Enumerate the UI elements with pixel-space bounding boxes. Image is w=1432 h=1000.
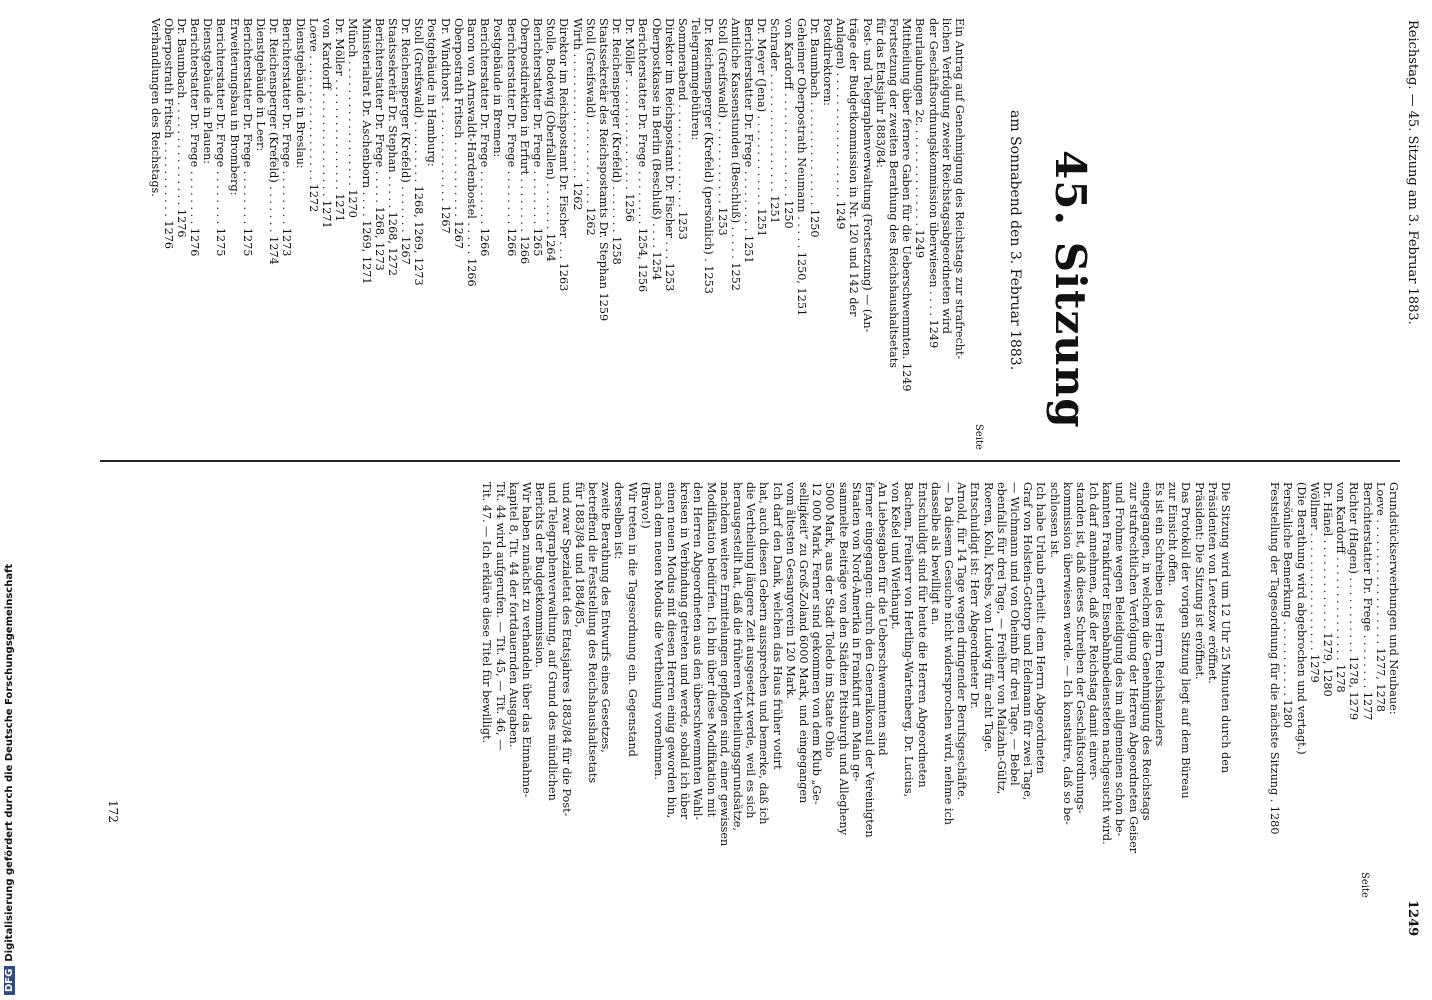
toc-left-line: lichen Verfolgung zweier Reichstagsabgeordneten wird <box>939 18 953 334</box>
sheet-number-text: 172 <box>106 800 120 823</box>
toc-right-line: Richter (Hagen) . . . . . . . . . . . 1278, 1279 <box>1347 482 1361 721</box>
body-line: vom ältesten Gesangverein 120 Mark. <box>783 482 797 700</box>
body-line: An Liebesgaben für die Ueberschwemmten sind <box>876 482 890 756</box>
toc-left-line: Oberpostrath Fritsch . . . . . . . . . . . 1276 <box>161 18 175 250</box>
body-line: hat, auch diesen Gebern aussprechen und bemerke, daß ich <box>757 482 771 825</box>
body-line: Berichts der Budgetkommission. <box>533 482 547 668</box>
toc-left-line: Dr. Meyer (Jena) . . . . . . . . . . . . . 1251 <box>755 18 769 237</box>
toc-right-line: Persönliche Bemerkung . . . . . . . . . . . 1280 <box>1281 482 1295 729</box>
body-line: Ich darf den Dank, welchen das Haus früher votirt <box>770 482 784 770</box>
body-line: sammelte Beiträge von den Städten Pittsburgh und Allegheny <box>836 482 850 835</box>
toc-left-line: Dr. Windthorst . . . . . . . . . . . . . . 1267 <box>438 18 452 234</box>
toc-left-line: Berichterstatter Dr. Frege . . . . . . . . 1265 <box>531 18 544 257</box>
toc-left-line: Telegrammgebühren: <box>689 18 703 141</box>
session-date <box>1006 110 1024 370</box>
body-line: nach dem neuen Modus die Vertheilung vornehmen. <box>651 482 665 780</box>
toc-left-line: Postgebäude in Bremen: <box>491 18 505 158</box>
body-line: derselben ist: <box>612 482 626 560</box>
toc-left-line: für das Etatsjahr 1883/84: <box>873 18 887 168</box>
toc-left-line: Beurlaubungen 2c. . . . . . . . . . . . . . . 1249 <box>913 18 927 259</box>
body-line: Roeren, Kohl, Krebs, von Ludwig für acht Tage. <box>981 482 995 753</box>
toc-left-line: Direktor im Reichspostamt Dr. Fischer . . . 1263 <box>557 18 571 292</box>
toc-left-line: Amtliche Kassenstunden (Beschluß) . . . . . 1252 <box>728 18 742 291</box>
body-line: für 1883/84 und 1884/85, <box>572 482 586 628</box>
body-line: Ich darf annehmen, daß der Reichstag damit einver- <box>1087 482 1101 781</box>
body-line: 12 000 Mark. Ferner sind gekommen von dem Klub „Ge- <box>810 482 824 805</box>
toc-left <box>148 18 966 458</box>
toc-right-line: (Die Berathung wird abgebrochen und vertagt.) <box>1294 482 1308 755</box>
seite-label-left-text: Seite <box>973 424 984 450</box>
toc-right <box>1268 482 1400 922</box>
toc-right-line: Berichterstatter Dr. Frege . . . . . . . . 1277 <box>1360 482 1374 721</box>
body-line: kapitel 8, Tit. 44 der fortdauernden Ausgaben. <box>506 482 520 748</box>
toc-left-line: Berichterstatter Dr. Frege . . . . . . . . . 1251 <box>742 18 755 264</box>
toc-right-line: Wöllmer . . . . . . . . . . . . . . . . . 1279 <box>1307 482 1321 683</box>
toc-left-line: Stoll (Greifswald) . . . . . . . . . 1268, 1269, 1273 <box>412 18 426 286</box>
body-line: Präsidenten von Levetzow eröffnet. <box>1205 482 1219 684</box>
toc-left-line: Geheimer Oberpostrath Neumann . . . . . 1250, 1251 <box>794 18 808 317</box>
toc-left-line: Erweiterungsbau in Bromberg: <box>227 18 241 196</box>
toc-left-line: Dr. Baumbach . . . . . . . . . . . . . . . 1250 <box>807 18 821 238</box>
toc-left-line: der Geschäftsordnungskommission überwiesen . . . . 1249 <box>926 18 940 349</box>
toc-left-line: Münch . . . . . . . . . . . . . . . . . . 1270 <box>346 18 360 218</box>
body-line: 5000 Mark, aus der Stadt Toledo im Staate Ohio <box>823 482 837 758</box>
toc-left-line: von Kardorff . . . . . . . . . . . . . . . 1250 <box>781 18 795 229</box>
toc-left-line: Sommerabend . . . . . . . . . . . . . . . 1253 <box>676 18 690 240</box>
digitization-credit <box>4 564 15 995</box>
toc-left-line: Oberpostrath Fritsch . . . . . . . . . . . 1267 <box>451 18 465 250</box>
body-line: kommission überwiesen werde. — Ich konstatire, daß so be- <box>1060 482 1074 825</box>
page-number-text: 1249 <box>1405 900 1420 937</box>
body-line: (Bravo!) <box>638 482 652 529</box>
body-line: Tit. 47. — Ich erkläre diese Titel für bewilligt. <box>480 482 494 744</box>
sheet-number <box>106 800 120 823</box>
toc-left-line: Fortsetzung der zweiten Berathung des Reichshaushaltsetats <box>887 18 901 368</box>
body-line: Entschuldigt ist: Herr Abgeordneter Dr. <box>968 482 982 709</box>
body-line: Präsident: Die Sitzung ist eröffnet. <box>1192 482 1206 680</box>
toc-left-line: Berichterstatter Dr. Frege . . . . . . . . 1254, 1256 <box>636 18 650 293</box>
toc-left-line: Postdirektoren: <box>821 18 835 106</box>
body-line: standen ist, daß dieses Schreiben der Geschäftsordnungs- <box>1073 482 1087 814</box>
toc-left-line: Dr. Reichensperger (Krefeld) . . . . . . . 1274 <box>267 18 281 265</box>
body-line: zur strafrechtlichen Verfolgung der Herren Abgeordneten Geiser <box>1126 482 1140 854</box>
toc-left-line: Berichterstatter Dr. Frege . . . . . . . . 1266 <box>504 18 518 257</box>
toc-left-line: Anlagen) . . . . . . . . . . . . . . . . . . 1249 <box>834 18 848 230</box>
body-line: und Frohme wegen Beleidigung des im allgemeinen schon be- <box>1113 482 1127 837</box>
body-text <box>480 482 1232 922</box>
body-line: einen neuen Modus mit diesen Herren einig geworden bin, <box>665 482 679 819</box>
body-line: nachdem weitere Ermittelungen gepflogen sind, einer gewissen <box>717 482 731 847</box>
body-line: Es ist ein Schreiben des Herrn Reichskanzlers <box>1153 482 1167 747</box>
toc-right-line: Feststellung der Tagesordnung für die nächste Sitzung . 1280 <box>1268 482 1282 835</box>
toc-left-line: träge der Budgetkommission in Nr. 120 und 142 der <box>847 18 861 317</box>
body-line: Das Protokoll der vorigen Sitzung liegt auf dem Büreau <box>1179 482 1193 799</box>
body-line: den Herren Abgeordneten aus den überschwemmten Wahl- <box>691 482 705 821</box>
toc-left-line: Postgebäude in Hamburg: <box>425 18 439 167</box>
body-line: schlossen ist. <box>1047 482 1061 558</box>
body-line: Tit. 44 wird aufgerufen. — Tit. 45, — Tit. 46, — <box>493 482 507 751</box>
toc-left-line: Dr. Baumbach . . . . . . . . . . . . . . . 1276 <box>174 18 188 238</box>
toc-left-line: Staatssekretär Dr. Stephan . . . . . 1268, 1272 <box>385 18 399 277</box>
dfg-logo: DFG <box>4 966 15 995</box>
session-date-text: am Sonnabend den 3. Februar 1883. <box>1007 110 1023 371</box>
body-line: Arnold, für 14 Tage wegen dringender Berufsgeschäfte. <box>955 482 969 801</box>
toc-right-line: von Kardorff . . . . . . . . . . . . . . . 1278 <box>1334 482 1348 693</box>
toc-left-line: Stolle, Bodewig (Oberfallen) . . . . . . . 1264 <box>544 18 558 262</box>
toc-left-line: Dr. Reichensperger (Krefeld) (persönlich) . 1253 <box>702 18 716 294</box>
body-line: dasselbe als bewilligt an. <box>928 482 942 626</box>
body-line: Graf von Holstein-Gottorp und Edelmann für zwei Tage, <box>1021 482 1035 801</box>
toc-right-line: Dr. Hänel . . . . . . . . . . . . . 1279, 1280 <box>1321 482 1335 697</box>
body-line: — Wichmann und von Oheimb für drei Tage, — Bebel <box>1008 482 1021 786</box>
body-line: Ich habe Urlaub ertheilt: dem Herrn Abgeordneten <box>1034 482 1048 774</box>
body-line: und zwar Spezialetat des Etatsjahres 1883/84 für die Post- <box>559 482 573 817</box>
body-line: die Vertheilung längere Zeit ausgesetzt werde, weil es sich <box>744 482 758 819</box>
body-line: von Keßel und Wiethaupt. <box>889 482 903 630</box>
body-line: Staaten von Nord-Amerika in Frankfurt am Main ge- <box>849 482 863 782</box>
body-line: eingegangen, in welchem die Genehmigung des Reichstags <box>1139 482 1153 821</box>
body-line: betreffend die Feststellung des Reichshaushaltsetats <box>586 482 599 784</box>
toc-left-line: Dienstgebäude in Plauen: <box>201 18 215 165</box>
toc-left-line: Berichterstatter Dr. Frege . . . . . . . . 1273 <box>280 18 294 257</box>
toc-left-line: Dr. Reichensperger (Krefeld) . . . . . . . 1258 <box>610 18 624 265</box>
body-line: — Da diesem Gesuche nicht widersprochen wird, nehme ich <box>942 482 956 826</box>
toc-left-line: Mittheilung über fernere Gaben für die Ueberschwemmten. 1249 <box>900 18 914 392</box>
toc-left-line: Berichterstatter Dr. Frege . . . . . . . . 1266 <box>478 18 492 257</box>
toc-left-line: Dr. Möller . . . . . . . . . . . . . . . . 1271 <box>333 18 347 222</box>
session-title-text: 45. Sitzung <box>1046 150 1095 429</box>
toc-right-line: Grundstückserwerbungen und Neubaue: <box>1387 482 1400 715</box>
column-divider-vertical <box>100 460 1400 462</box>
toc-left-line: Dienstgebäude in Breslau: <box>293 18 307 169</box>
body-line: zweite Berathung des Entwurfs eines Gesetzes, <box>599 482 613 753</box>
toc-left-line: Dienstgebäude in Leer: <box>254 18 268 152</box>
toc-left-line: Baron von Arnswaldt-Hardenbostel . . . . . 1266 <box>465 18 479 287</box>
body-line: kannten Frankfurter Eisenbahnbediensteten nachgesucht wird. <box>1100 482 1114 845</box>
body-line: kreisen in Verbindung getreten und werde, sobald ich über <box>678 482 692 820</box>
toc-left-line: Berichterstatter Dr. Frege . . . . . 1268, 1273 <box>372 18 386 271</box>
toc-left-line: Dr. Reichensperger (Krefeld) . . . . . . . 1267 <box>399 18 413 265</box>
toc-left-line: Loeve . . . . . . . . . . . . . . . . . . 1272 <box>306 18 320 213</box>
seite-label-text: Seite <box>1359 872 1370 898</box>
toc-left-line: von Kardorff . . . . . . . . . . . . . . . 1271 <box>320 18 333 229</box>
digitization-credit-text: Digitalisierung gefördert durch die Deutsche Forschungsgemeinschaft <box>4 563 15 962</box>
toc-left-line: Verhandlungen des Reichstags. <box>148 18 162 197</box>
body-line: zur Einsicht offen. <box>1166 482 1180 587</box>
toc-left-line: Ministerialrat Dr. Aschenborn . . . . 1269, 1271 <box>359 18 373 285</box>
session-title <box>1046 150 1095 429</box>
running-head <box>1404 20 1420 325</box>
body-line: und Telegraphenverwaltung, auf Grund des mündlichen <box>546 482 560 801</box>
body-line: selligkeit“ zu Groß-Zoland 6000 Mark, und eingegangen <box>797 482 810 804</box>
toc-left-line: Dr. Möller . . . . . . . . . . . . . . . . 1256 <box>623 18 637 222</box>
toc-left-line: Berichterstatter Dr. Frege . . . . . . . . 1276 <box>188 18 202 257</box>
toc-left-line: Ein Antrag auf Genehmigung des Reichstags zur strafrecht- <box>953 18 966 360</box>
body-line: Wir treten in die Tagesordnung ein. Gegenstand <box>625 482 639 757</box>
body-line: Bachem, Freiherr von Hertling-Wartenberg, Dr. Lucius, <box>902 482 916 798</box>
toc-left-line: Post- und Telegraphenverwaltung (Fortsetzung) — (An- <box>860 18 874 333</box>
toc-left-line: Staatssekretär des Reichspostamts Dr. Stephan 1259 <box>596 18 610 322</box>
page-number <box>1405 900 1420 936</box>
toc-left-line: Berichterstatter Dr. Frege . . . . . . . . 1275 <box>214 18 228 257</box>
seite-label-left <box>970 424 986 450</box>
toc-left-line: Direktor im Reichspostamt Dr. Fischer . . . 1253 <box>662 18 676 292</box>
running-head-text: Reichstag. — 45. Sitzung am 3. Februar 1883. <box>1405 20 1420 325</box>
body-line: Modifikation bedürfen. Ich bin über diese Modifikation mit <box>704 482 718 818</box>
toc-left-line: Oberpostdirektion in Erfurt . . . . . . . . 1266 <box>517 18 531 265</box>
body-line: herausgestellt hat, daß die früheren Vertheilungsgrundsätze, <box>731 482 745 831</box>
body-line: Wir haben zunächst zu verhandeln über das Einnahme- <box>520 482 534 798</box>
toc-left-line: Berichterstatter Dr. Frege . . . . . . . . 1275 <box>240 18 254 257</box>
toc-left-line: Schrader . . . . . . . . . . . . . . . . . 1251 <box>768 18 782 224</box>
toc-left-line: Stoll (Greifswald) . . . . . . . . . . . . 1262 <box>583 18 597 236</box>
toc-left-line: Wirth . . . . . . . . . . . . . . . . . . 1262 <box>570 18 584 211</box>
toc-left-line: Stoll (Greifswald) . . . . . . . . . . . . 1253 <box>715 18 729 236</box>
toc-right-line: Loeve . . . . . . . . . . . . . . . . . . 1277, 1278 <box>1373 482 1387 713</box>
toc-left-line: Oberpostkasse in Berlin (Beschluß) . . . . 1254 <box>649 18 663 281</box>
body-line: ferner eingegangen: durch den Generalkonsul der Vereinigten <box>862 482 876 838</box>
body-line: Entschuldigt sind für heute die Herren Abgeordneten <box>915 482 929 788</box>
body-line: Die Sitzung wird um 12 Uhr 25 Minuten durch den <box>1219 482 1232 774</box>
body-line: ebenfalls für drei Tage, — Freiherr von Malzahn-Gültz, <box>994 482 1008 795</box>
